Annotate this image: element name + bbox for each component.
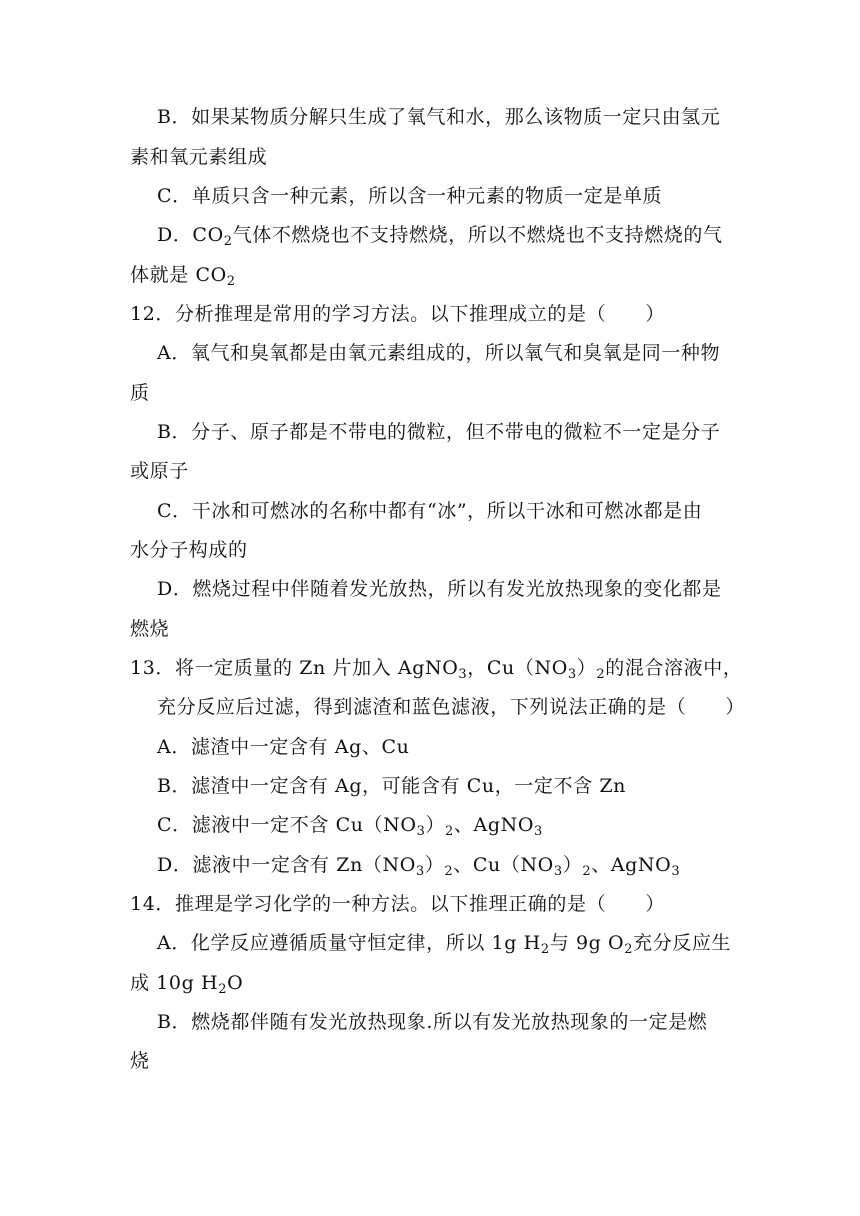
text-segment: D．滤液中一定含有 Zn（NO [157, 854, 416, 876]
text-line: 或原子 [130, 460, 189, 482]
text-line: 烧 [130, 1050, 150, 1072]
text-segment: ，Cu（NO [467, 657, 568, 679]
text-line [0, 255, 860, 295]
text-line: 水分子构成的 [130, 539, 248, 561]
text-segment: 、AgNO [453, 814, 535, 836]
text-segment: ） [424, 854, 445, 876]
subscript: 2 [223, 234, 233, 249]
text-segment: 充分反应生 [633, 932, 732, 954]
subscript: 2 [582, 864, 592, 879]
text-line: 素和氧元素组成 [130, 146, 268, 168]
text-segment: 成 10g H [130, 972, 219, 994]
subscript: 2 [226, 274, 236, 289]
subscript: 2 [624, 942, 634, 957]
text-line [0, 963, 860, 1003]
text-segment: 体就是 CO [130, 264, 227, 286]
text-line: C．单质只含一种元素，所以含一种元素的物质一定是单质 [157, 185, 663, 207]
text-segment: C．滤液中一定不含 Cu（NO [157, 814, 417, 836]
question-14-stem: 14．推理是学习化学的一种方法。以下推理正确的是（ ） [130, 893, 665, 915]
text-segment: ） [562, 854, 583, 876]
text-line: B．滤渣中一定含有 Ag，可能含有 Cu，一定不含 Zn [157, 775, 626, 797]
text-line [0, 215, 860, 255]
question-13-stem [0, 648, 860, 688]
subscript: 3 [534, 824, 543, 839]
subscript: 2 [540, 942, 550, 957]
text-segment: 、Cu（NO [453, 854, 554, 876]
subscript: 2 [218, 982, 228, 997]
text-segment: 与 9g O [549, 932, 625, 954]
text-line: 充分反应后过滤，得到滤渣和蓝色滤液，下列说法正确的是（ ） [157, 696, 746, 718]
text-line [0, 923, 860, 963]
text-segment: ） [425, 814, 446, 836]
text-line: B．分子、原子都是不带电的微粒，但不带电的微粒不一定是分子 [157, 421, 721, 443]
text-line [0, 845, 860, 885]
text-line: D．燃烧过程中伴随着发光放热，所以有发光放热现象的变化都是 [157, 578, 722, 600]
text-segment: 的混合溶液中， [605, 657, 743, 679]
text-line: A．氧气和臭氧都是由氧元素组成的，所以氧气和臭氧是同一种物 [157, 342, 721, 364]
text-line: A．滤渣中一定含有 Ag、Cu [157, 736, 410, 758]
subscript: 2 [445, 824, 454, 839]
text-segment: O [227, 972, 244, 994]
text-segment: 、AgNO [591, 854, 672, 876]
text-segment: D．CO [157, 224, 224, 246]
text-segment: A．化学反应遵循质量守恒定律，所以 1g H [157, 932, 541, 954]
subscript: 3 [671, 864, 681, 879]
subscript: 3 [416, 824, 426, 839]
text-line: B．如果某物质分解只生成了氧气和水，那么该物质一定只由氢元 [157, 106, 721, 128]
text-line [0, 805, 860, 845]
subscript: 3 [415, 864, 425, 879]
subscript: 3 [567, 667, 577, 682]
text-segment: 气体不燃烧也不支持燃烧，所以不燃烧也不支持燃烧的气 [232, 224, 723, 246]
subscript: 2 [596, 667, 606, 682]
text-line: 燃烧 [130, 618, 170, 640]
text-segment: ） [576, 657, 597, 679]
question-12-stem: 12．分析推理是常用的学习方法。以下推理成立的是（ ） [130, 303, 665, 325]
text-segment: 13．将一定质量的 Zn 片加入 AgNO [130, 657, 459, 679]
subscript: 3 [553, 864, 563, 879]
text-line: B．燃烧都伴随有发光放热现象.所以有发光放热现象的一定是燃 [157, 1011, 708, 1033]
text-line: C．干冰和可燃冰的名称中都有“冰”，所以干冰和可燃冰都是由 [157, 500, 703, 522]
subscript: 2 [444, 864, 454, 879]
text-line: 质 [130, 382, 150, 404]
subscript: 3 [458, 667, 468, 682]
